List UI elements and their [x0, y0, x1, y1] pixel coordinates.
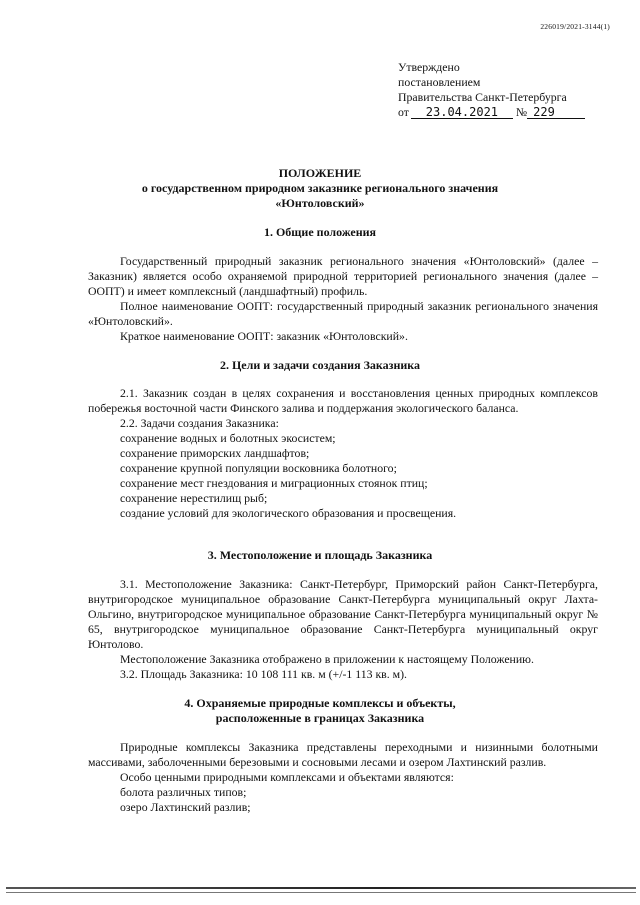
section-3-paragraph-1: 3.1. Местоположение Заказника: Санкт-Петербург, Приморский район Санкт-Петербурга, внутригородское муниципальное образование Санкт-Петербурга муниципальный округ Лахта-Ольгино, внутригородское муниципальное образование Санкт-Петербурга муниципальный округ № 65, внутригородское муниципальное образование Санкт-Петербурга муниципальный округ Юнтолово. — [88, 577, 598, 651]
scan-bottom-border — [6, 887, 636, 889]
document-title — [0, 166, 640, 211]
section-2-body — [88, 386, 598, 521]
list-item: сохранение нерестилищ рыб; — [120, 491, 268, 505]
approval-date: 23.04.2021 — [411, 106, 513, 119]
approval-number-label: № — [515, 105, 528, 119]
scan-bottom-border-thin — [6, 892, 636, 893]
section-4-paragraph-2: Особо ценными природными комплексами и объектами являются: — [120, 770, 454, 784]
section-1-heading: 1. Общие положения — [263, 225, 377, 239]
section-1-paragraph-1: Государственный природный заказник регионального значения «Юнтоловский» (далее – Заказник) является особо охраняемой природной территорией регионального значения (далее – ООПТ) и имеет комплексный (ландшафтный) профиль. — [88, 254, 598, 298]
approval-number: 229 — [527, 106, 585, 119]
section-4-body — [88, 740, 598, 815]
title-line-3: «Юнтоловский» — [275, 196, 365, 210]
section-1-paragraph-2: Полное наименование ООПТ: государственный природный заказник регионального значения «Юнтоловский». — [88, 299, 598, 328]
section-1-body — [88, 254, 598, 344]
list-item: создание условий для экологического образования и просвещения. — [120, 506, 457, 520]
list-item: сохранение крупной популяции восковника болотного; — [120, 461, 397, 475]
section-2-heading: 2. Цели и задачи создания Заказника — [219, 358, 421, 372]
section-3-body — [88, 577, 598, 682]
section-1-paragraph-3: Краткое наименование ООПТ: заказник «Юнтоловский». — [120, 329, 408, 343]
section-2-paragraph-2: 2.2. Задачи создания Заказника: — [120, 416, 279, 430]
document-registration-number: 226019/2021-3144(1) — [540, 22, 610, 31]
approval-line-approved: Утверждено — [398, 60, 460, 74]
section-4-heading — [0, 696, 640, 726]
title-line-2: о государственном природном заказнике регионального значения — [141, 181, 499, 195]
section-4-heading-line-1: 4. Охраняемые природные комплексы и объекты, — [184, 696, 456, 710]
list-item: болота различных типов; — [120, 785, 247, 799]
approval-line-government: Правительства Санкт-Петербурга — [398, 90, 567, 104]
section-4-heading-line-2: расположенные в границах Заказника — [215, 711, 425, 725]
list-item: озеро Лахтинский разлив; — [120, 800, 251, 814]
list-item: сохранение приморских ландшафтов; — [120, 446, 310, 460]
approval-from-label: от — [398, 105, 409, 119]
title-line-1: ПОЛОЖЕНИЕ — [278, 166, 362, 180]
approval-block — [398, 60, 585, 120]
section-4-paragraph-1: Природные комплексы Заказника представлены переходными и низинными болотными массивами, заболоченными березовыми и сосновыми лесами и озером Лахтинский разлив. — [88, 740, 598, 769]
section-3-heading: 3. Местоположение и площадь Заказника — [207, 548, 433, 562]
approval-line-date-number — [398, 105, 585, 120]
approval-line-resolution: постановлением — [398, 75, 481, 89]
section-2-paragraph-1: 2.1. Заказник создан в целях сохранения и восстановления ценных природных комплексов побережья восточной части Финского залива и поддержания экологического баланса. — [88, 386, 598, 415]
list-item: сохранение водных и болотных экосистем; — [120, 431, 336, 445]
section-3-paragraph-2: Местоположение Заказника отображено в приложении к настоящему Положению. — [120, 652, 534, 666]
list-item: сохранение мест гнездования и миграционных стоянок птиц; — [120, 476, 428, 490]
section-3-paragraph-3: 3.2. Площадь Заказника: 10 108 111 кв. м (+/-1 113 кв. м). — [120, 667, 407, 681]
